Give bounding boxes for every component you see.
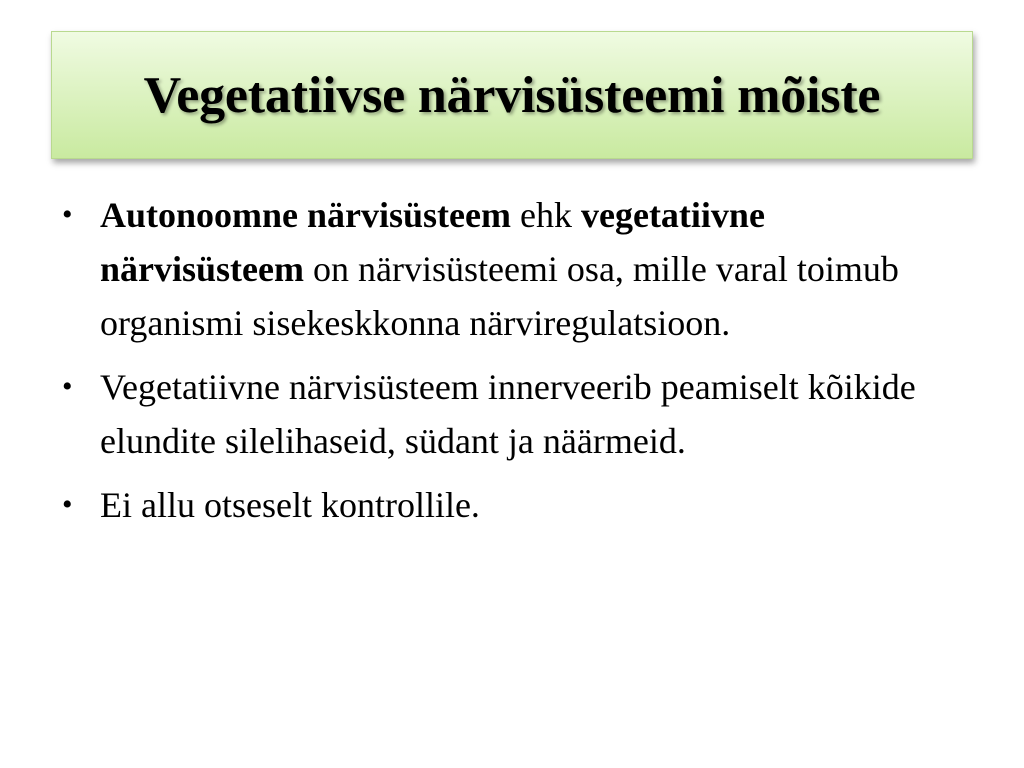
bullet-1-term-vegetative: vegetatiivne närvisüsteem [100, 195, 765, 289]
bullet-item-3 [58, 478, 958, 532]
bullet-item-1 [58, 188, 958, 350]
title-box [51, 31, 973, 159]
bullet-item-2 [58, 360, 958, 468]
bullet-2-text: Vegetatiivne närvisüsteem innerveerib peamiselt kõikide elundite silelihaseid, südant ja näärmeid. [100, 367, 916, 461]
bullet-3-text: Ei allu otseselt kontrollile. [100, 485, 480, 525]
bullet-1-text: on närvisüsteemi osa, mille varal toimub organismi sisekeskkonna närviregulatsioon. [100, 249, 899, 343]
bullet-mark: • [62, 488, 73, 521]
bullet-1-term-autonomous: Autonoomne närvisüsteem [100, 195, 511, 235]
bullet-list [58, 188, 958, 542]
bullet-1-connector: ehk [511, 195, 581, 235]
bullet-mark: • [62, 370, 73, 403]
slide-title: Vegetatiivse närvisüsteemi mõiste [143, 66, 881, 124]
bullet-mark: • [62, 198, 73, 231]
